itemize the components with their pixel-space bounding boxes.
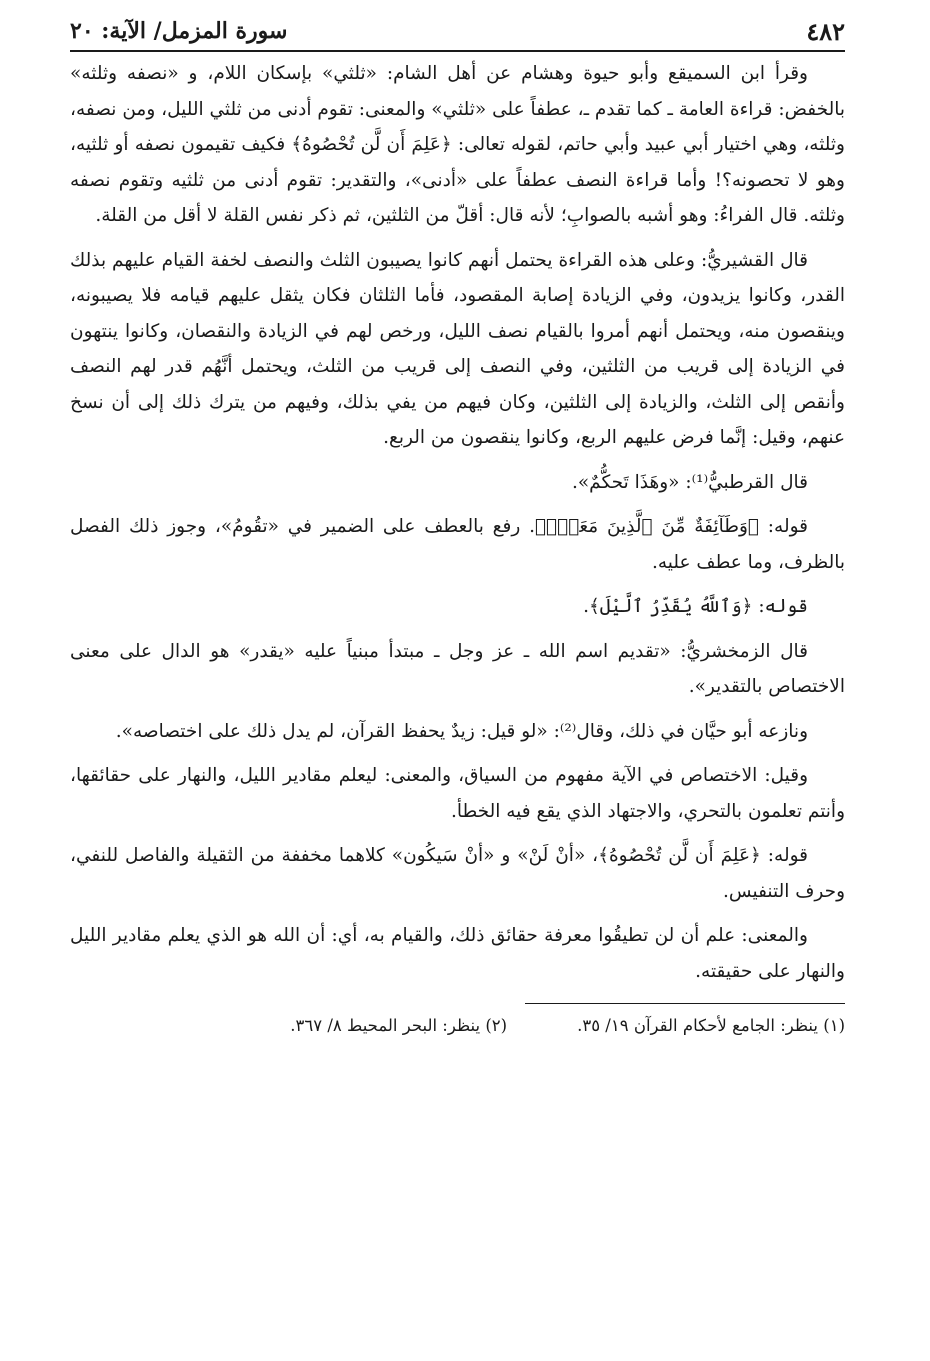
paragraph-4: قوله: ﴿وَطَآئِفَةٌ مِّنَ ٱلَّذِينَ مَعَكَۚ﴾. رفع بالعطف على الضمير في «تقُومُ»، وجوز ذلك الفصل بالظرف، وما عطف عليه. <box>70 516 845 573</box>
paragraph-6: قال الزمخشريُّ: «تقديم اسم الله ـ عز وجل ـ مبتدأ مبنياً عليه «يقدر» هو الدال على معنى الاختصاص بالتقدير». <box>70 640 845 697</box>
page-header <box>70 10 845 52</box>
main-text <box>70 56 845 989</box>
page-number: ٤٨٢ <box>806 16 845 46</box>
paragraph-9: قوله: ﴿عَلِمَ أَن لَّن تُحْصُوهُ﴾، «أنْ لَنْ» و «أنْ سَيكُون» كلاهما مخففة من الثقيلة والفاصل للنفي، وحرف التنفيس. <box>70 845 845 902</box>
paragraph-7: ونازعه أبو حيَّان في ذلك، وقال⁽²⁾: «لو قيل: زيدٌ يحفظ القرآن، لم يدل ذلك على اختصاصه». <box>115 720 808 742</box>
running-head: سورة المزمل/ الآية: ٢٠ <box>70 18 288 44</box>
header-rule <box>70 50 845 52</box>
paragraph-5: قوله: ﴿وَٱللَّهُ يُقَدِّرُ ٱلَّيْلَ﴾. <box>583 596 808 617</box>
paragraph-10: والمعنى: علم أن لن تطيقُوا معرفة حقائق ذلك، والقيام به، أي: أن الله هو الذي يعلم مقادير الليل والنهار على حقيقته. <box>70 925 845 982</box>
paragraph-8: وقيل: الاختصاص في الآية مفهوم من السياق، والمعنى: ليعلم مقادير الليل، والنهار على حقائقها، وأنتم تعلمون بالتحري، والاجتهاد الذي يقع فيه الخطأ. <box>70 765 845 822</box>
paragraph-2: قال القشيريُّ: وعلى هذه القراءة يحتمل أنهم كانوا يصيبون الثلث والنصف لخفة القيام عليهم بذلك القدر، وكانوا يزيدون، وفي الزيادة إصابة المقصود، فأما الثلثان فكان يثقل عليهم قيامه فلا يصيبونه، وينقصون منه، ويحتمل أنهم أمروا بالقيام نصف الليل، ورخص لهم في الزيادة والنقصان، وكانوا ينتهون في الزيادة إلى قريب من الثلثين، وفي النصف إلى قريب من الثلث، ويحتمل أنَّهُم قدر لهم النصف وأنقص إلى الثلث، والزيادة إلى الثلثين، وكان فيهم من يفي بذلك، وفيهم من يترك ذلك إلى أن نسخ عنهم، وقيل: إنَّما فرض عليهم الربع، وكانوا ينقصون من الربع. <box>70 249 845 448</box>
footnote-1: (١) ينظر: الجامع لأحكام القرآن ١٩/ ٣٥. <box>577 1016 845 1035</box>
paragraph-1: وقرأ ابن السميقع وأبو حيوة وهشام عن أهل الشام: «ثلثي» بإسكان اللام، و «نصفه وثلثه» بالخفض: قراءة العامة ـ كما تقدم ـ، عطفاً على «ثلثي» والمعنى: تقوم أدنى من ثلثي الليل، ومن نصفه، وثلثه، وهي اختيار أبي عبيد وأبي حاتم، لقوله تعالى: ﴿عَلِمَ أَن لَّن تُحْصُوهُ﴾ فكيف تقيمون نصفه أو ثلثيه، وهو لا تحصونه؟! وأما قراءة النصف عطفاً على «أدنى»، والتقدير: تقوم أدنى من ثلثيه وتقوم نصفه وثلثه. قال الفراءُ: وهو أشبه بالصوابِ؛ لأنه قال: أقلّ من الثلثين، ثم ذكر نفس القلة لا أقل من القلة. <box>70 63 845 226</box>
footnote-2: (٢) ينظر: البحر المحيط ٨/ ٣٦٧. <box>290 1016 508 1035</box>
footnotes <box>70 1016 845 1035</box>
footnote-separator <box>525 1003 845 1004</box>
book-page <box>70 10 845 1035</box>
paragraph-3: قال القرطبيُّ⁽¹⁾: «وهَذَا تَحكُّمٌ». <box>571 471 808 493</box>
